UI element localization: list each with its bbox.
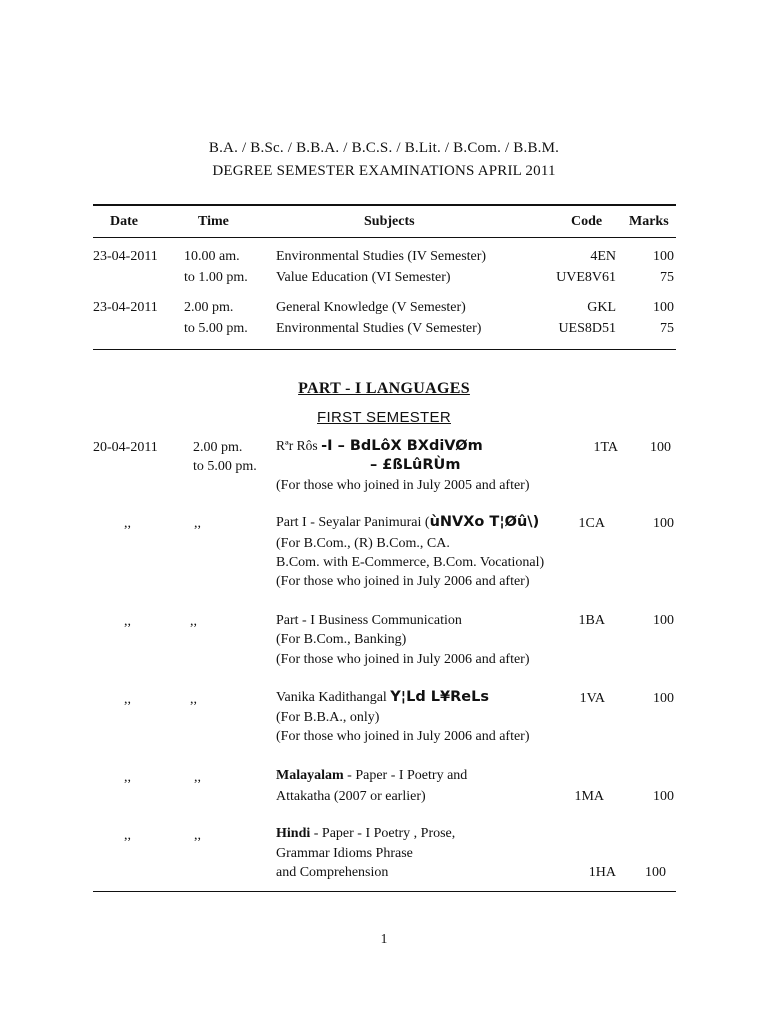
row-date: 23-04-2011	[93, 249, 158, 264]
row-subject: Value Education (VI Semester)	[276, 270, 451, 285]
entry-note: Grammar Idioms Phrase	[276, 846, 413, 861]
entry-subject-prefix: Rªr Rôs	[276, 438, 318, 453]
column-header-marks: Marks	[629, 214, 669, 229]
entry-date-ditto: ,,	[124, 770, 131, 785]
entry-subject-line	[276, 689, 489, 706]
page-number: 1	[380, 931, 388, 946]
entry-time-ditto: ,,	[194, 516, 201, 531]
row-code: UES8D51	[558, 321, 616, 336]
part-title: PART - I LANGUAGES	[298, 380, 470, 397]
entry-date-ditto: ,,	[124, 516, 131, 531]
entry-date-ditto: ,,	[124, 614, 131, 629]
entry-subject-text: Vanika Kadithangal	[276, 690, 391, 705]
entry-time-ditto: ,,	[190, 614, 197, 629]
row-code: UVE8V61	[556, 270, 616, 285]
entry-time-ditto: ,,	[194, 770, 201, 785]
entry-subject-script: -I – BdLôX BXdiVØm	[321, 438, 483, 454]
entry-note: Attakatha (2007 or earlier)	[276, 789, 426, 804]
row-subject: Environmental Studies (IV Semester)	[276, 249, 487, 264]
row-time-start: 10.00 am.	[184, 249, 240, 264]
column-header-code: Code	[571, 214, 603, 229]
entry-note: B.Com. with E-Commerce, B.Com. Vocational)	[276, 555, 545, 570]
entry-marks: 100	[653, 613, 674, 628]
entry-code: 1BA	[578, 613, 605, 628]
entry-note: (For those who joined in July 2006 and after)	[276, 574, 530, 589]
entry-code: 1VA	[579, 691, 605, 706]
entry-subject-text: - Paper - I Poetry and	[343, 768, 468, 783]
entry-note: (For those who joined in July 2006 and after)	[276, 652, 530, 667]
entry-time-end: to 5.00 pm.	[193, 459, 257, 474]
entry-subject-line	[276, 826, 455, 842]
entry-subject-line	[276, 514, 539, 531]
entry-time-ditto: ,,	[194, 828, 201, 843]
row-marks: 100	[653, 300, 674, 315]
column-header-date: Date	[110, 214, 138, 229]
entry-subject-script: Y¦Ld L¥ReLs	[390, 689, 489, 705]
entry-subject-text: - Paper - I Poetry , Prose,	[310, 826, 456, 841]
row-marks: 75	[660, 321, 674, 336]
row-subject: General Knowledge (V Semester)	[276, 300, 466, 315]
entry-code: 1MA	[574, 789, 604, 804]
semester-title: FIRST SEMESTER	[317, 409, 451, 426]
entry-note: (For B.B.A., only)	[276, 710, 380, 725]
entry-subject-script-line2: – £ßLûRÙm	[370, 457, 461, 473]
entry-time-start: 2.00 pm.	[193, 440, 243, 455]
table-header-rule	[93, 237, 676, 238]
table-top-rule	[93, 204, 676, 206]
entry-subject-language: Malayalam	[276, 768, 344, 783]
entry-date: 20-04-2011	[93, 440, 158, 455]
column-header-time: Time	[198, 214, 229, 229]
document-heading-programs: B.A. / B.Sc. / B.B.A. / B.C.S. / B.Lit. / B.Com. / B.B.M.	[208, 140, 560, 156]
entry-note: (For those who joined in July 2006 and after)	[276, 729, 530, 744]
entry-date-ditto: ,,	[124, 692, 131, 707]
entry-subject: Part - I Business Communication	[276, 613, 462, 628]
column-header-subjects: Subjects	[364, 214, 415, 229]
row-time-end: to 5.00 pm.	[184, 321, 248, 336]
entry-code: 1HA	[588, 865, 616, 880]
entry-subject-language: Hindi	[276, 826, 311, 841]
entry-subject-line	[276, 768, 467, 784]
row-marks: 100	[653, 249, 674, 264]
entry-date-ditto: ,,	[124, 828, 131, 843]
entry-note: and Comprehension	[276, 865, 389, 880]
row-code: GKL	[587, 300, 616, 315]
entry-marks: 100	[645, 865, 666, 880]
section-bottom-rule	[93, 891, 676, 892]
entry-code: 1CA	[578, 516, 605, 531]
entry-marks: 100	[653, 691, 674, 706]
row-subject: Environmental Studies (V Semester)	[276, 321, 482, 336]
entry-marks: 100	[653, 516, 674, 531]
entry-subject-line	[276, 438, 483, 455]
row-code: 4EN	[590, 249, 616, 264]
entry-marks: 100	[653, 789, 674, 804]
table-bottom-rule	[93, 349, 676, 350]
entry-marks: 100	[650, 440, 671, 455]
row-date: 23-04-2011	[93, 300, 158, 315]
row-time-end: to 1.00 pm.	[184, 270, 248, 285]
entry-subject-script: ùNVXo T¦Øû\)	[429, 514, 540, 530]
row-marks: 75	[660, 270, 674, 285]
document-heading-exam: DEGREE SEMESTER EXAMINATIONS APRIL 2011	[212, 163, 556, 179]
entry-time-ditto: ,,	[190, 692, 197, 707]
row-time-start: 2.00 pm.	[184, 300, 234, 315]
entry-note: (For B.Com., Banking)	[276, 632, 407, 647]
entry-note: (For those who joined in July 2005 and after)	[276, 478, 530, 493]
entry-note: (For B.Com., (R) B.Com., CA.	[276, 536, 450, 551]
entry-code: 1TA	[593, 440, 618, 455]
entry-subject-text: Part I - Seyalar Panimurai (	[276, 515, 430, 530]
